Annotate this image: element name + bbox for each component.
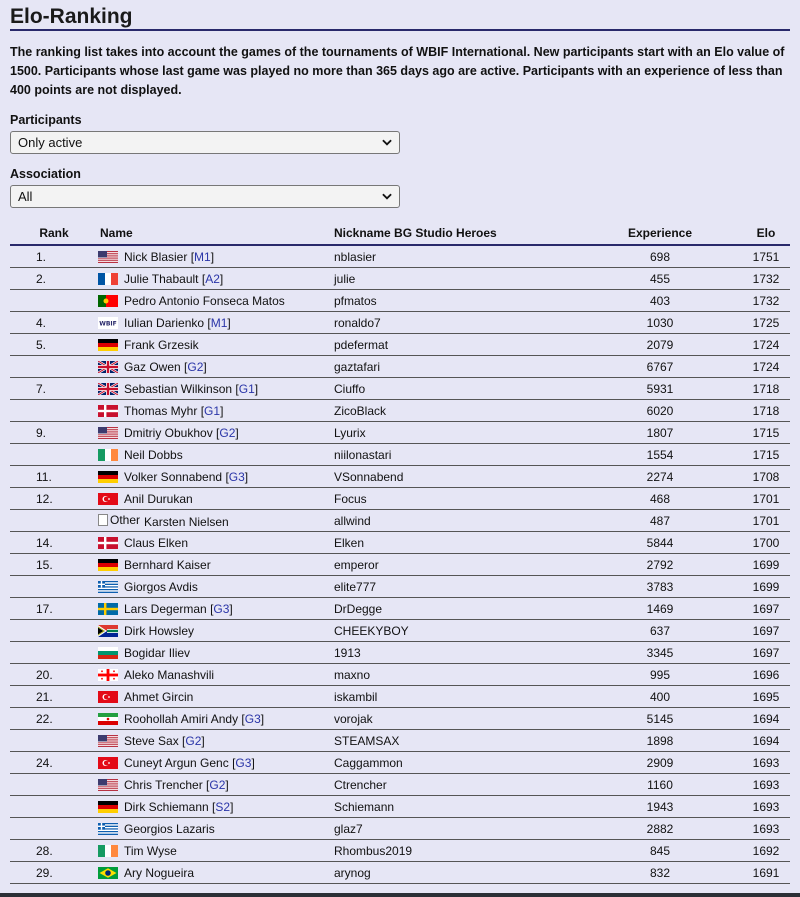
table-row xyxy=(10,290,790,312)
nickname-cell: VSonnabend xyxy=(334,466,578,488)
elo-cell: 1724 xyxy=(742,356,790,378)
title-badge-label: G2 xyxy=(185,733,202,748)
rank-cell: 12. xyxy=(10,488,98,510)
name-cell xyxy=(98,245,334,268)
rank-cell: 15. xyxy=(10,554,98,576)
france-flag-icon xyxy=(98,273,118,285)
experience-cell: 832 xyxy=(578,862,742,884)
title-badge-label: A2 xyxy=(205,271,220,286)
name-cell xyxy=(98,752,334,774)
name-cell xyxy=(98,796,334,818)
experience-cell: 403 xyxy=(578,290,742,312)
title-badge[interactable]: [G1] xyxy=(200,403,224,418)
player-name: Volker Sonnabend xyxy=(124,469,223,484)
association-select[interactable] xyxy=(10,185,400,208)
elo-cell: 1715 xyxy=(742,422,790,444)
nickname-cell: Schiemann xyxy=(334,796,578,818)
table-row xyxy=(10,598,790,620)
title-badge[interactable]: [M1] xyxy=(207,315,231,330)
nickname-cell: maxno xyxy=(334,664,578,686)
name-cell xyxy=(98,620,334,642)
elo-cell: 1724 xyxy=(742,334,790,356)
rank-cell xyxy=(10,818,98,840)
player-name: Dirk Howsley xyxy=(124,623,195,638)
name-cell xyxy=(98,422,334,444)
nickname-cell: ZicoBlack xyxy=(334,400,578,422)
bulgaria-flag-icon xyxy=(98,647,118,659)
title-badge-label: G1 xyxy=(238,381,255,396)
player-name: Neil Dobbs xyxy=(124,447,183,462)
us-flag-icon xyxy=(98,779,118,791)
player-name: Dmitriy Obukhov xyxy=(124,425,213,440)
elo-cell: 1693 xyxy=(742,796,790,818)
title-badge-label: G2 xyxy=(209,777,226,792)
player-name: Gaz Owen xyxy=(124,359,181,374)
name-cell xyxy=(98,268,334,290)
table-row xyxy=(10,862,790,884)
title-badge[interactable]: [G2] xyxy=(206,777,229,792)
experience-cell: 3783 xyxy=(578,576,742,598)
nickname-cell: Ctrencher xyxy=(334,774,578,796)
header-elo: Elo xyxy=(742,222,790,245)
elo-cell: 1732 xyxy=(742,290,790,312)
name-cell xyxy=(98,312,334,334)
title-badge-label: G3 xyxy=(235,755,252,770)
elo-cell: 1693 xyxy=(742,752,790,774)
player-name: Steve Sax xyxy=(124,733,179,748)
name-cell xyxy=(98,400,334,422)
germany-flag-icon xyxy=(98,801,118,813)
elo-cell: 1718 xyxy=(742,378,790,400)
nickname-cell: Caggammon xyxy=(334,752,578,774)
name-cell xyxy=(98,444,334,466)
player-name: Nick Blasier xyxy=(124,249,188,264)
uk-flag-icon xyxy=(98,383,118,395)
player-name: Claus Elken xyxy=(124,535,189,550)
uk-flag-icon xyxy=(98,361,118,373)
experience-cell: 6767 xyxy=(578,356,742,378)
nickname-cell: vorojak xyxy=(334,708,578,730)
name-cell xyxy=(98,862,334,884)
player-name: Georgios Lazaris xyxy=(124,821,215,836)
title-badge-label: M1 xyxy=(210,315,228,330)
rank-cell xyxy=(10,510,98,532)
table-row xyxy=(10,620,790,642)
rank-cell: 1. xyxy=(10,245,98,268)
experience-cell: 1898 xyxy=(578,730,742,752)
south-africa-flag-icon xyxy=(98,625,118,637)
rank-cell: 17. xyxy=(10,598,98,620)
experience-cell: 2274 xyxy=(578,466,742,488)
rank-cell: 22. xyxy=(10,708,98,730)
rank-cell: 5. xyxy=(10,334,98,356)
experience-cell: 1469 xyxy=(578,598,742,620)
rank-cell: 21. xyxy=(10,686,98,708)
experience-cell: 5844 xyxy=(578,532,742,554)
chevron-down-icon xyxy=(382,192,392,202)
title-badge-label: G2 xyxy=(187,359,204,374)
nickname-cell: 1913 xyxy=(334,642,578,664)
rank-cell: 28. xyxy=(10,840,98,862)
table-row xyxy=(10,268,790,290)
name-cell xyxy=(98,488,334,510)
player-name: Sebastian Wilkinson xyxy=(124,381,233,396)
table-row xyxy=(10,708,790,730)
table-row xyxy=(10,378,790,400)
table-row xyxy=(10,686,790,708)
association-select-value: All xyxy=(18,189,33,204)
table-row xyxy=(10,554,790,576)
us-flag-icon xyxy=(98,427,118,439)
rank-cell xyxy=(10,730,98,752)
player-name: Anil Durukan xyxy=(124,491,193,506)
player-name: Iulian Darienko xyxy=(124,315,205,330)
nickname-cell: Ciuffo xyxy=(334,378,578,400)
us-flag-icon xyxy=(98,735,118,747)
rank-cell xyxy=(10,356,98,378)
nickname-cell: gaztafari xyxy=(334,356,578,378)
table-row xyxy=(10,400,790,422)
table-row xyxy=(10,245,790,268)
nickname-cell: niilonastari xyxy=(334,444,578,466)
experience-cell: 995 xyxy=(578,664,742,686)
denmark-flag-icon xyxy=(98,405,118,417)
table-row xyxy=(10,730,790,752)
title-badge[interactable]: [G2] xyxy=(182,733,205,748)
elo-cell: 1715 xyxy=(742,444,790,466)
name-cell xyxy=(98,334,334,356)
greece-flag-icon xyxy=(98,581,118,593)
table-row xyxy=(10,312,790,334)
rank-cell xyxy=(10,774,98,796)
rank-cell: 14. xyxy=(10,532,98,554)
header-name: Name xyxy=(98,222,334,245)
name-cell xyxy=(98,730,334,752)
portugal-flag-icon xyxy=(98,295,118,307)
elo-cell: 1732 xyxy=(742,268,790,290)
elo-cell: 1718 xyxy=(742,400,790,422)
table-row xyxy=(10,510,790,532)
nickname-cell: allwind xyxy=(334,510,578,532)
header-nickname: Nickname BG Studio Heroes xyxy=(334,222,578,245)
experience-cell: 637 xyxy=(578,620,742,642)
name-cell xyxy=(98,664,334,686)
experience-cell: 6020 xyxy=(578,400,742,422)
title-badge[interactable]: [G3] xyxy=(210,601,233,616)
elo-cell: 1693 xyxy=(742,774,790,796)
name-cell xyxy=(98,840,334,862)
title-badge[interactable]: [G2] xyxy=(216,425,239,440)
iran-flag-icon xyxy=(98,713,118,725)
georgia-flag-icon xyxy=(98,669,118,681)
name-cell xyxy=(98,378,334,400)
elo-cell: 1699 xyxy=(742,576,790,598)
nickname-cell: Rhombus2019 xyxy=(334,840,578,862)
nickname-cell: ronaldo7 xyxy=(334,312,578,334)
rank-cell: 24. xyxy=(10,752,98,774)
elo-cell: 1697 xyxy=(742,598,790,620)
title-badge-label: G3 xyxy=(228,469,245,484)
table-row xyxy=(10,356,790,378)
germany-flag-icon xyxy=(98,471,118,483)
experience-cell: 698 xyxy=(578,245,742,268)
turkey-flag-icon xyxy=(98,757,118,769)
ireland-flag-icon xyxy=(98,449,118,461)
player-name: Frank Grzesik xyxy=(124,337,199,352)
nickname-cell: DrDegge xyxy=(334,598,578,620)
turkey-flag-icon xyxy=(98,691,118,703)
experience-cell: 1160 xyxy=(578,774,742,796)
title-badge-label: G1 xyxy=(204,403,221,418)
sweden-flag-icon xyxy=(98,603,118,615)
player-name: Cuneyt Argun Genc xyxy=(124,755,229,770)
experience-cell: 5931 xyxy=(578,378,742,400)
elo-cell: 1699 xyxy=(742,554,790,576)
experience-cell: 5145 xyxy=(578,708,742,730)
header-experience: Experience xyxy=(578,222,742,245)
player-name: Ary Nogueira xyxy=(124,865,195,880)
nickname-cell: pdefermat xyxy=(334,334,578,356)
player-name: Tim Wyse xyxy=(124,843,177,858)
name-cell xyxy=(98,532,334,554)
page-title: Elo-Ranking xyxy=(10,6,790,31)
rank-cell: 7. xyxy=(10,378,98,400)
table-row xyxy=(10,334,790,356)
rank-cell xyxy=(10,620,98,642)
experience-cell: 2882 xyxy=(578,818,742,840)
table-row xyxy=(10,466,790,488)
name-cell xyxy=(98,642,334,664)
name-cell xyxy=(98,356,334,378)
player-name: Pedro Antonio Fonseca Matos xyxy=(124,293,285,308)
chevron-down-icon xyxy=(382,138,392,148)
table-row xyxy=(10,774,790,796)
table-row xyxy=(10,664,790,686)
rank-cell: 29. xyxy=(10,862,98,884)
title-badge[interactable]: [M1] xyxy=(190,249,215,264)
association-label: Association xyxy=(10,167,81,181)
title-badge-label: M1 xyxy=(194,249,211,264)
ireland-flag-icon xyxy=(98,845,118,857)
elo-cell: 1692 xyxy=(742,840,790,862)
broken-image-icon xyxy=(98,513,140,527)
nickname-cell: STEAMSAX xyxy=(334,730,578,752)
experience-cell: 1554 xyxy=(578,444,742,466)
experience-cell: 1943 xyxy=(578,796,742,818)
name-cell xyxy=(98,774,334,796)
intro-text: The ranking list takes into account the games of the tournaments of WBIF International. New participants start with an Elo value of 1500. Participants whose last game was played no more than 365 days ago are active. Participants with an experience of less than 400 points are not displayed. xyxy=(10,45,785,97)
rank-cell xyxy=(10,444,98,466)
name-cell xyxy=(98,686,334,708)
nickname-cell: CHEEKYBOY xyxy=(334,620,578,642)
title-badge[interactable]: [G3] xyxy=(241,711,265,726)
table-row xyxy=(10,488,790,510)
germany-flag-icon xyxy=(98,559,118,571)
experience-cell: 468 xyxy=(578,488,742,510)
rank-cell: 20. xyxy=(10,664,98,686)
elo-cell: 1701 xyxy=(742,488,790,510)
experience-cell: 2079 xyxy=(578,334,742,356)
player-name: Lars Degerman xyxy=(124,601,207,616)
title-badge[interactable]: [A2] xyxy=(201,271,224,286)
nickname-cell: Lyurix xyxy=(334,422,578,444)
player-name: Karsten Nielsen xyxy=(144,514,229,529)
title-badge-label: G3 xyxy=(244,711,261,726)
table-row xyxy=(10,422,790,444)
svg-text:WBIF: WBIF xyxy=(99,320,117,327)
player-name: Bernhard Kaiser xyxy=(124,557,211,572)
nickname-cell: glaz7 xyxy=(334,818,578,840)
rank-cell xyxy=(10,290,98,312)
table-row xyxy=(10,642,790,664)
rank-cell: 4. xyxy=(10,312,98,334)
nickname-cell: arynog xyxy=(334,862,578,884)
name-cell xyxy=(98,818,334,840)
experience-cell: 2909 xyxy=(578,752,742,774)
denmark-flag-icon xyxy=(98,537,118,549)
nickname-cell: elite777 xyxy=(334,576,578,598)
experience-cell: 2792 xyxy=(578,554,742,576)
table-row xyxy=(10,576,790,598)
table-row xyxy=(10,796,790,818)
title-badge-label: S2 xyxy=(215,799,231,814)
nickname-cell: pfmatos xyxy=(334,290,578,312)
name-cell xyxy=(98,554,334,576)
elo-cell: 1700 xyxy=(742,532,790,554)
rank-cell xyxy=(10,576,98,598)
elo-cell: 1695 xyxy=(742,686,790,708)
player-name: Ahmet Gircin xyxy=(124,689,194,704)
greece-flag-icon xyxy=(98,823,118,835)
rank-cell: 9. xyxy=(10,422,98,444)
player-name: Aleko Manashvili xyxy=(124,667,215,682)
player-name: Julie Thabault xyxy=(124,271,199,286)
name-cell xyxy=(98,708,334,730)
turkey-flag-icon xyxy=(98,493,118,505)
experience-cell: 3345 xyxy=(578,642,742,664)
elo-cell: 1697 xyxy=(742,620,790,642)
rank-cell xyxy=(10,796,98,818)
nickname-cell: emperor xyxy=(334,554,578,576)
table-row xyxy=(10,840,790,862)
brazil-flag-icon xyxy=(98,867,118,879)
wbif-logo-icon xyxy=(98,317,118,329)
nickname-cell: Elken xyxy=(334,532,578,554)
participants-select[interactable] xyxy=(10,131,400,154)
elo-cell: 1697 xyxy=(742,642,790,664)
nickname-cell: iskambil xyxy=(334,686,578,708)
flag-alt-text: Other xyxy=(110,512,141,527)
nickname-cell: nblasier xyxy=(334,245,578,268)
experience-cell: 1030 xyxy=(578,312,742,334)
bottom-bar xyxy=(0,893,800,897)
name-cell xyxy=(98,576,334,598)
title-badge-label: G2 xyxy=(219,425,236,440)
player-name: Dirk Schiemann xyxy=(124,799,209,814)
elo-cell: 1701 xyxy=(742,510,790,532)
elo-cell: 1708 xyxy=(742,466,790,488)
header-rank: Rank xyxy=(10,222,98,245)
title-badge[interactable]: [S2] xyxy=(212,799,234,814)
name-cell xyxy=(98,466,334,488)
elo-cell: 1694 xyxy=(742,708,790,730)
germany-flag-icon xyxy=(98,339,118,351)
elo-cell: 1694 xyxy=(742,730,790,752)
name-cell xyxy=(98,510,334,532)
player-name: Bogidar Iliev xyxy=(124,645,191,660)
experience-cell: 845 xyxy=(578,840,742,862)
elo-cell: 1691 xyxy=(742,862,790,884)
experience-cell: 400 xyxy=(578,686,742,708)
rank-cell: 11. xyxy=(10,466,98,488)
title-badge[interactable]: [G3] xyxy=(232,755,255,770)
nickname-cell: julie xyxy=(334,268,578,290)
table-header-row xyxy=(10,222,790,245)
table-row xyxy=(10,752,790,774)
player-name: Giorgos Avdis xyxy=(124,579,198,594)
nickname-cell: Focus xyxy=(334,488,578,510)
rank-cell xyxy=(10,642,98,664)
elo-cell: 1696 xyxy=(742,664,790,686)
player-name: Thomas Myhr xyxy=(124,403,198,418)
participants-select-value: Only active xyxy=(18,135,83,150)
elo-cell: 1751 xyxy=(742,245,790,268)
title-badge[interactable]: [G2] xyxy=(184,359,207,374)
name-cell xyxy=(98,598,334,620)
elo-ranking-table xyxy=(10,222,790,884)
experience-cell: 1807 xyxy=(578,422,742,444)
elo-cell: 1693 xyxy=(742,818,790,840)
title-badge[interactable]: [G3] xyxy=(225,469,249,484)
rank-cell: 2. xyxy=(10,268,98,290)
player-name: Chris Trencher xyxy=(124,777,203,792)
experience-cell: 487 xyxy=(578,510,742,532)
name-cell xyxy=(98,290,334,312)
player-name: Roohollah Amiri Andy xyxy=(124,711,239,726)
title-badge-label: G3 xyxy=(213,601,230,616)
participants-label: Participants xyxy=(10,113,82,127)
table-row xyxy=(10,532,790,554)
table-row xyxy=(10,818,790,840)
elo-cell: 1725 xyxy=(742,312,790,334)
table-row xyxy=(10,444,790,466)
title-badge[interactable]: [G1] xyxy=(235,381,259,396)
experience-cell: 455 xyxy=(578,268,742,290)
rank-cell xyxy=(10,400,98,422)
us-flag-icon xyxy=(98,251,118,263)
